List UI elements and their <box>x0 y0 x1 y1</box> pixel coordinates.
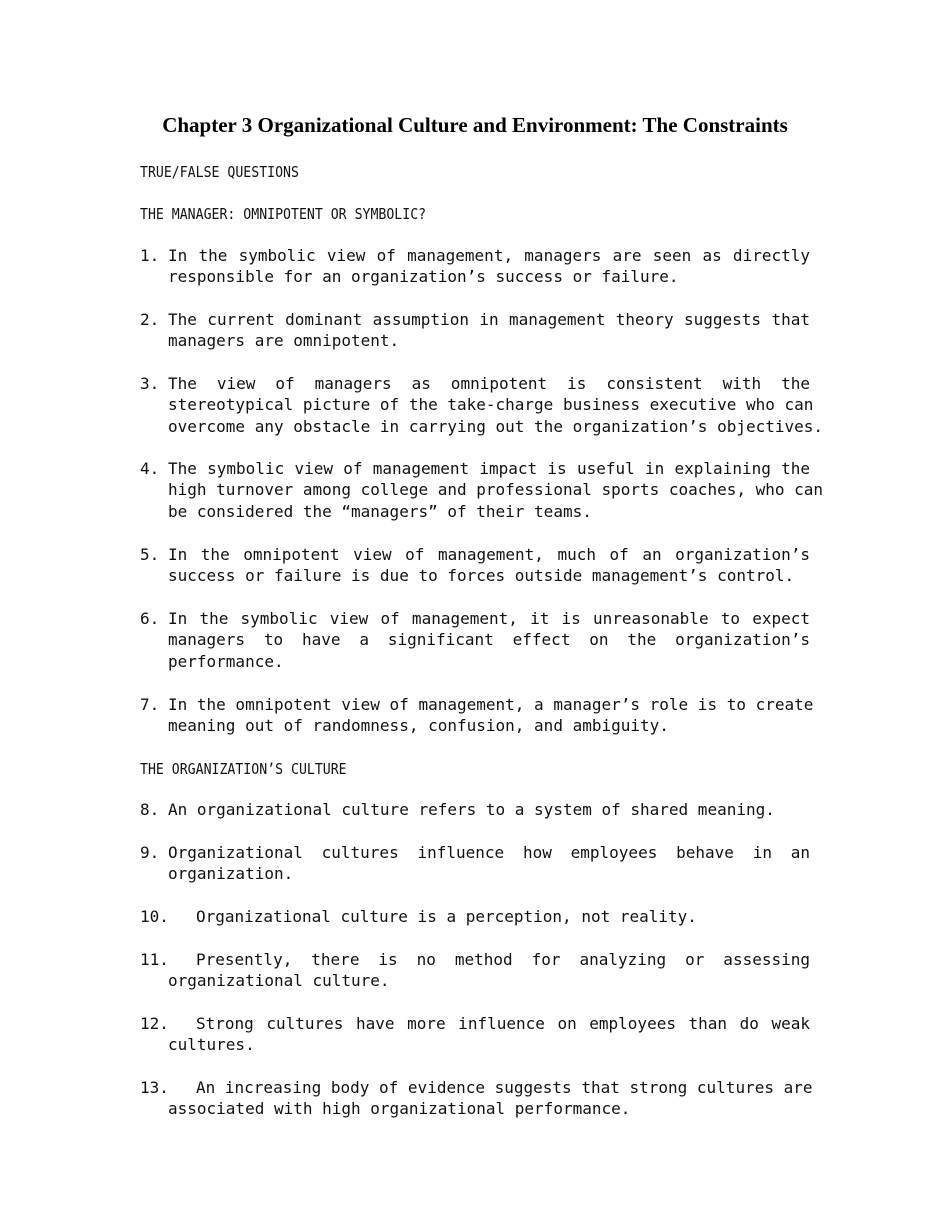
question-number: 4. <box>140 459 160 478</box>
question-number: 7. <box>140 695 160 714</box>
question-item <box>140 906 810 927</box>
question-number: 5. <box>140 545 160 564</box>
section-type-heading: TRUE/FALSE QUESTIONS <box>140 163 299 181</box>
question-item <box>140 694 814 737</box>
question-number: 6. <box>140 609 160 628</box>
question-text-line: Organizational culture is a perception, not reality. <box>196 907 697 926</box>
question-text-line: Presently, there is no method for analyzing or assessing <box>196 950 810 969</box>
question-text-line: overcome any obstacle in carrying out the organization’s objectives. <box>168 416 824 436</box>
question-item <box>140 608 810 672</box>
question-text-line: be considered the “managers” of their teams. <box>168 501 592 521</box>
question-number: 8. <box>140 800 160 819</box>
question-item <box>140 1013 810 1056</box>
question-text-line: managers to have a significant effect on the organization’s <box>168 630 810 650</box>
section-heading-manager: THE MANAGER: OMNIPOTENT OR SYMBOLIC? <box>140 205 427 223</box>
question-text-line: performance. <box>168 651 284 671</box>
question-text-line: associated with high organizational performance. <box>168 1099 631 1119</box>
question-text-line: In the omnipotent view of management, much of an organization’s <box>168 545 810 564</box>
question-number: 13. <box>140 1078 169 1097</box>
question-number: 11. <box>140 950 169 969</box>
question-item <box>140 458 824 522</box>
question-item <box>140 1077 813 1120</box>
question-text-line: The view of managers as omnipotent is consistent with the <box>168 374 810 393</box>
question-item <box>140 245 810 288</box>
question-text-line: organization. <box>168 864 294 884</box>
question-number: 10. <box>140 907 169 926</box>
question-text-line: An organizational culture refers to a system of shared meaning. <box>168 800 775 819</box>
question-text-line: meaning out of randomness, confusion, and ambiguity. <box>168 716 669 736</box>
question-text-line: stereotypical picture of the take-charge business executive who can <box>168 395 814 415</box>
question-number: 3. <box>140 374 160 393</box>
chapter-title: Chapter 3 Organizational Culture and Environment: The Constraints <box>162 113 788 137</box>
question-text-line: In the omnipotent view of management, a manager’s role is to create <box>168 695 814 714</box>
question-item <box>140 544 810 587</box>
question-text-line: An increasing body of evidence suggests that strong cultures are <box>196 1078 813 1097</box>
question-item <box>140 309 810 352</box>
question-text-line: Organizational cultures influence how employees behave in an <box>168 843 810 862</box>
question-text-line: In the symbolic view of management, it is unreasonable to expect <box>168 609 810 628</box>
question-number: 1. <box>140 246 160 265</box>
question-text-line: cultures. <box>168 1035 255 1055</box>
question-item <box>140 799 810 820</box>
question-text-line: The symbolic view of management impact is useful in explaining the <box>168 459 810 478</box>
section-heading-culture: THE ORGANIZATION’S CULTURE <box>140 760 347 778</box>
question-text-line: high turnover among college and professional sports coaches, who can <box>168 480 824 500</box>
question-number: 2. <box>140 310 160 329</box>
question-item <box>140 949 810 992</box>
question-text-line: In the symbolic view of management, managers are seen as directly <box>168 246 810 265</box>
question-item <box>140 842 810 885</box>
question-number: 12. <box>140 1014 169 1033</box>
question-text-line: responsible for an organization’s success or failure. <box>168 267 679 287</box>
question-item <box>140 373 824 437</box>
question-text-line: The current dominant assumption in management theory suggests that <box>168 310 810 329</box>
question-text-line: organizational culture. <box>168 971 390 991</box>
question-text-line: success or failure is due to forces outside management’s control. <box>168 566 795 586</box>
question-text-line: managers are omnipotent. <box>168 331 400 351</box>
question-number: 9. <box>140 843 160 862</box>
question-text-line: Strong cultures have more influence on employees than do weak <box>196 1014 810 1033</box>
